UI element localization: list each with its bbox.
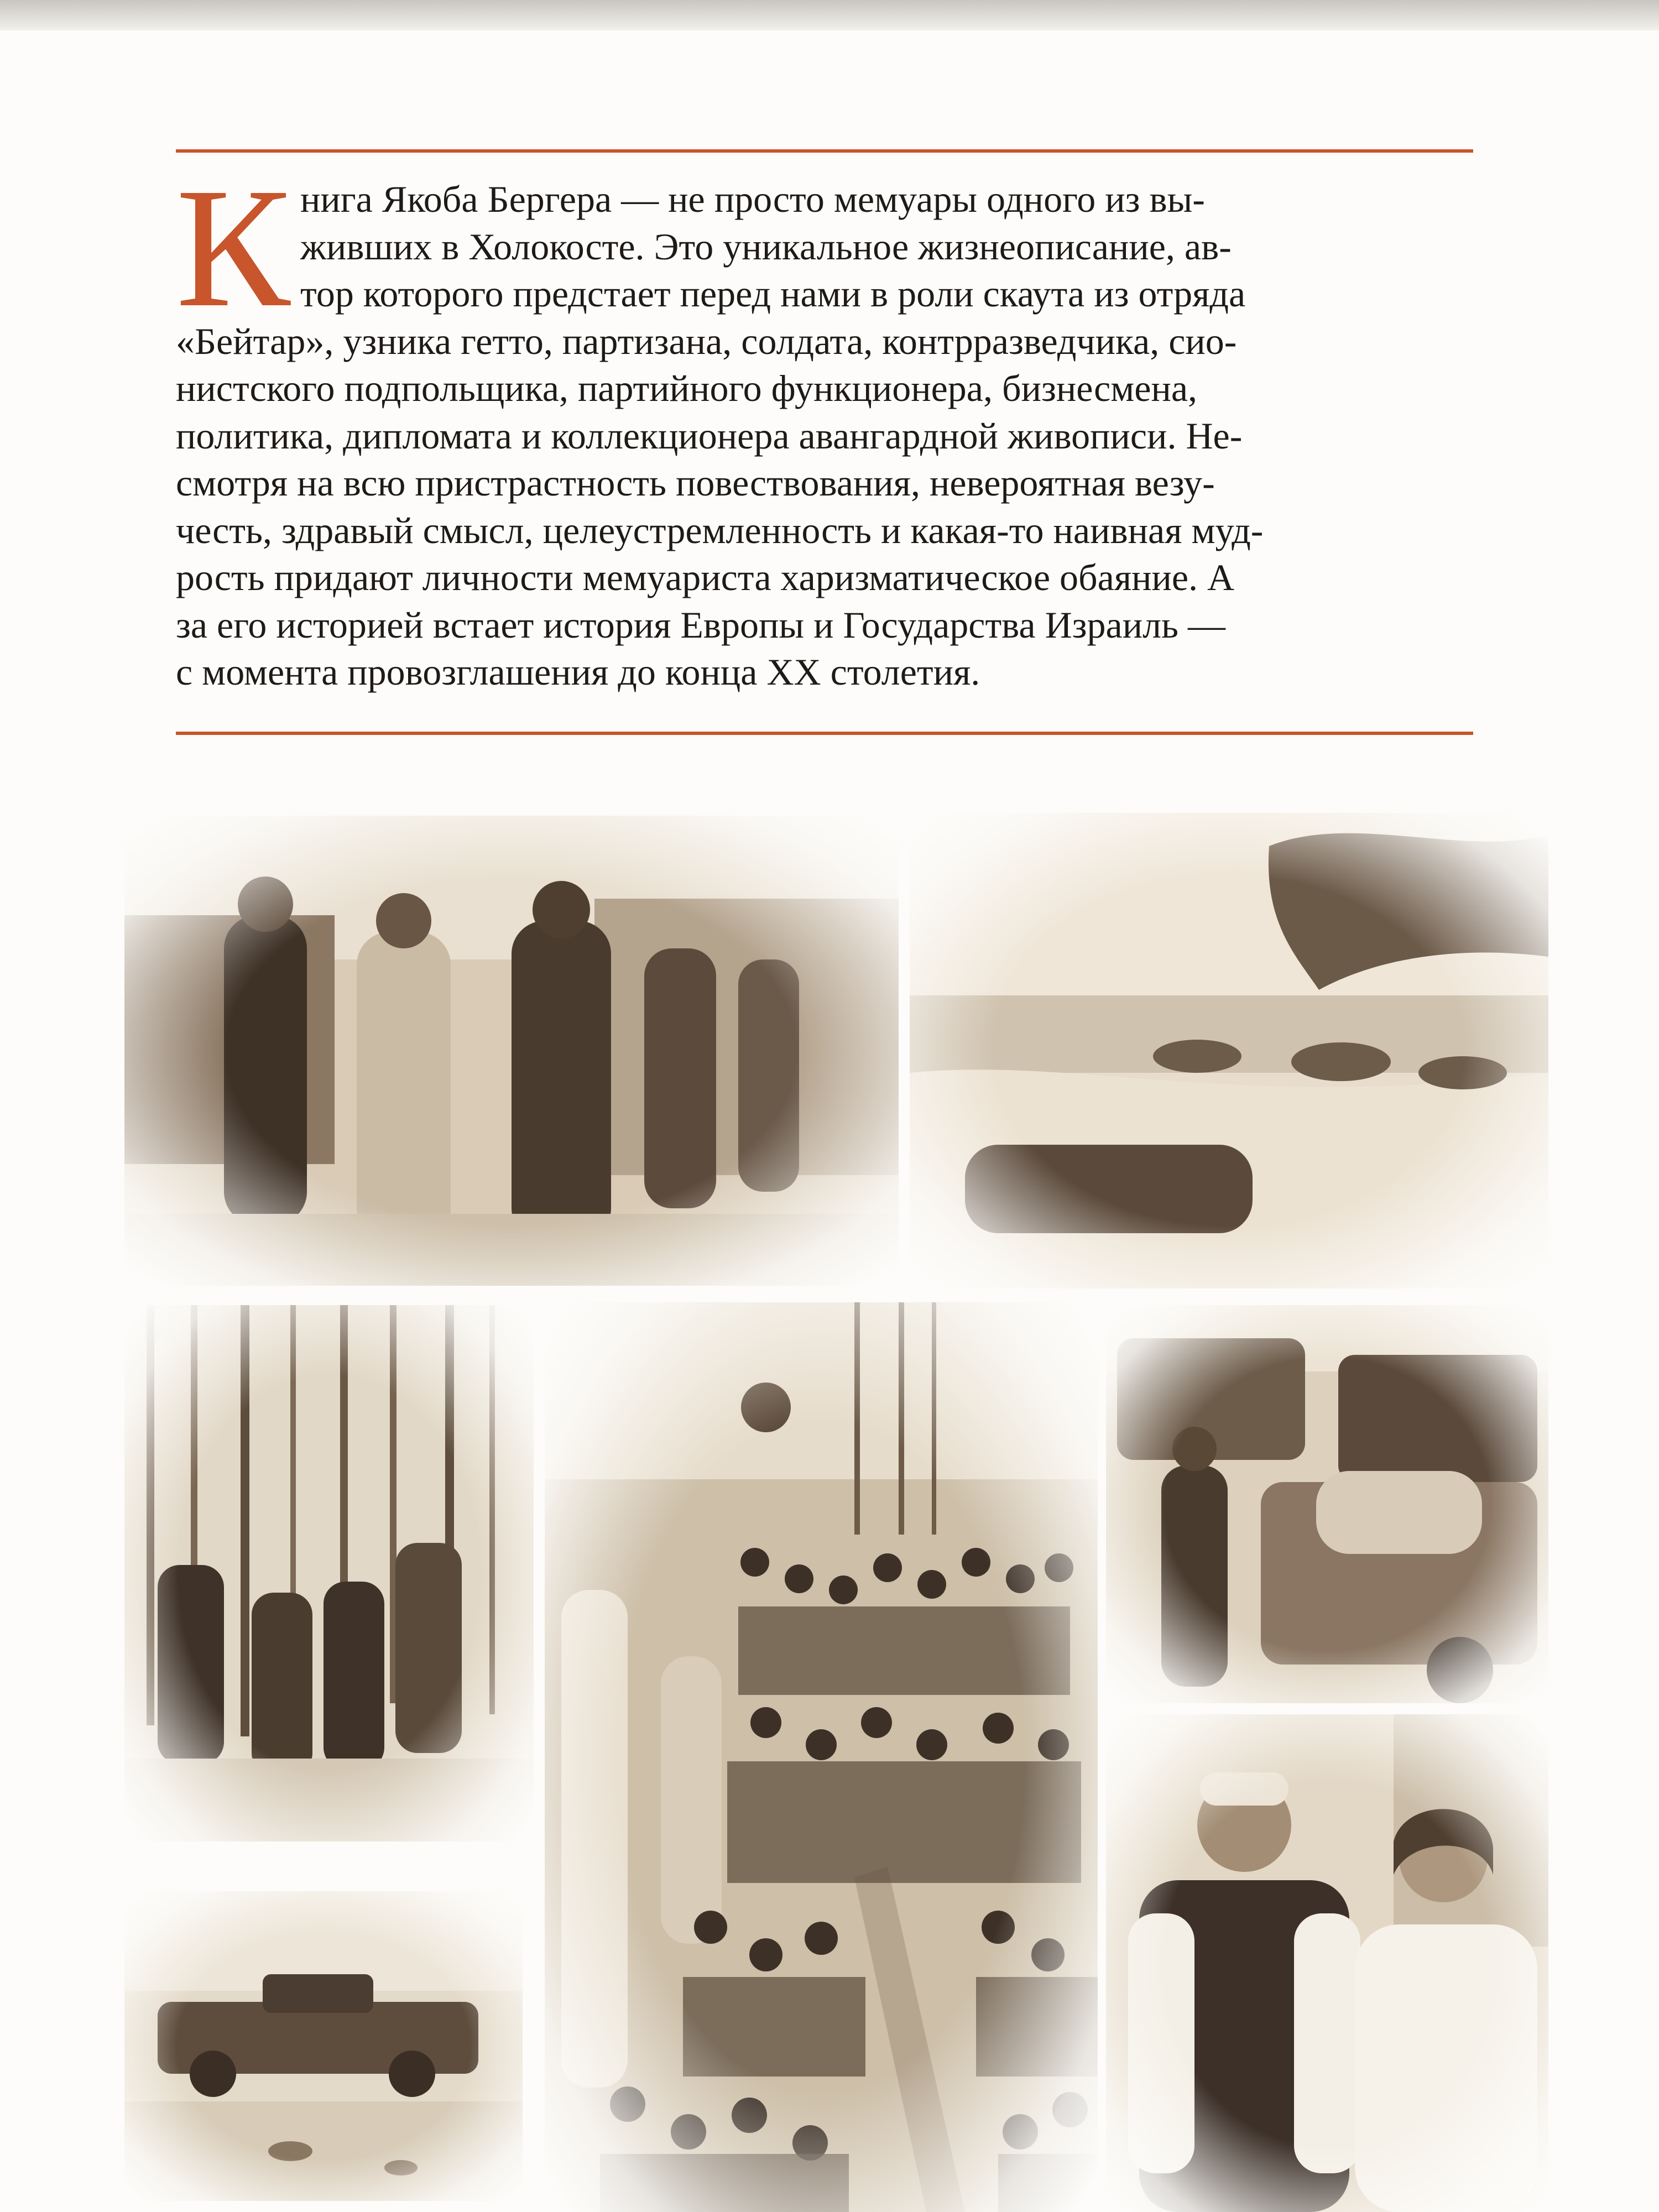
blurb-text [176, 176, 1473, 696]
blurb-line: с момента провозглашения до конца XX столетия. [176, 651, 980, 693]
photo-ship-crowd [545, 1302, 1098, 2212]
photo-vignette [910, 813, 1548, 1288]
photo-vignette [1106, 1305, 1548, 1703]
blurb-line: живших в Холокосте. Это уникальное жизнеописание, ав- [300, 225, 1232, 268]
photo-vignette [124, 1305, 534, 1841]
blurb-line: честь, здравый смысл, целеустремленность и какая-то наивная муд- [176, 509, 1264, 551]
photo-soldier-trucks [1106, 1305, 1548, 1703]
cover-top-edge [0, 0, 1659, 30]
blurb-line: политика, дипломата и коллекционера авангардной живописи. Не- [176, 414, 1243, 457]
photo-vignette [124, 1891, 523, 2201]
top-rule [176, 149, 1473, 153]
photo-vignette [124, 816, 899, 1286]
bottom-rule [176, 732, 1473, 735]
photo-forest-group [124, 1305, 534, 1841]
photo-beach-smoke [910, 813, 1548, 1288]
blurb-line: «Бейтар», узника гетто, партизана, солдата, контрразведчика, сио- [176, 320, 1237, 362]
photo-vignette [545, 1302, 1098, 2212]
photo-wrecked-vehicle [124, 1891, 523, 2201]
blurb-line: смотря на всю пристрастность повествования, невероятная везу- [176, 462, 1215, 504]
blurb-line: за его историей встает история Европы и Государства Израиль — [176, 603, 1226, 646]
photo-vignette [1106, 1714, 1548, 2212]
blurb-line: рость придают личности мемуариста харизматическое обаяние. А [176, 556, 1235, 598]
drop-cap: К [176, 153, 290, 343]
photo-elderly-couple [1106, 1714, 1548, 2212]
blurb-line: нига Якоба Бергера — не просто мемуары одного из вы- [300, 178, 1205, 220]
photo-men-walking [124, 816, 899, 1286]
blurb-line: нистского подпольщика, партийного функционера, бизнесмена, [176, 367, 1198, 409]
blurb-line: тор которого предстает перед нами в роли скаута из отряда [300, 273, 1246, 315]
